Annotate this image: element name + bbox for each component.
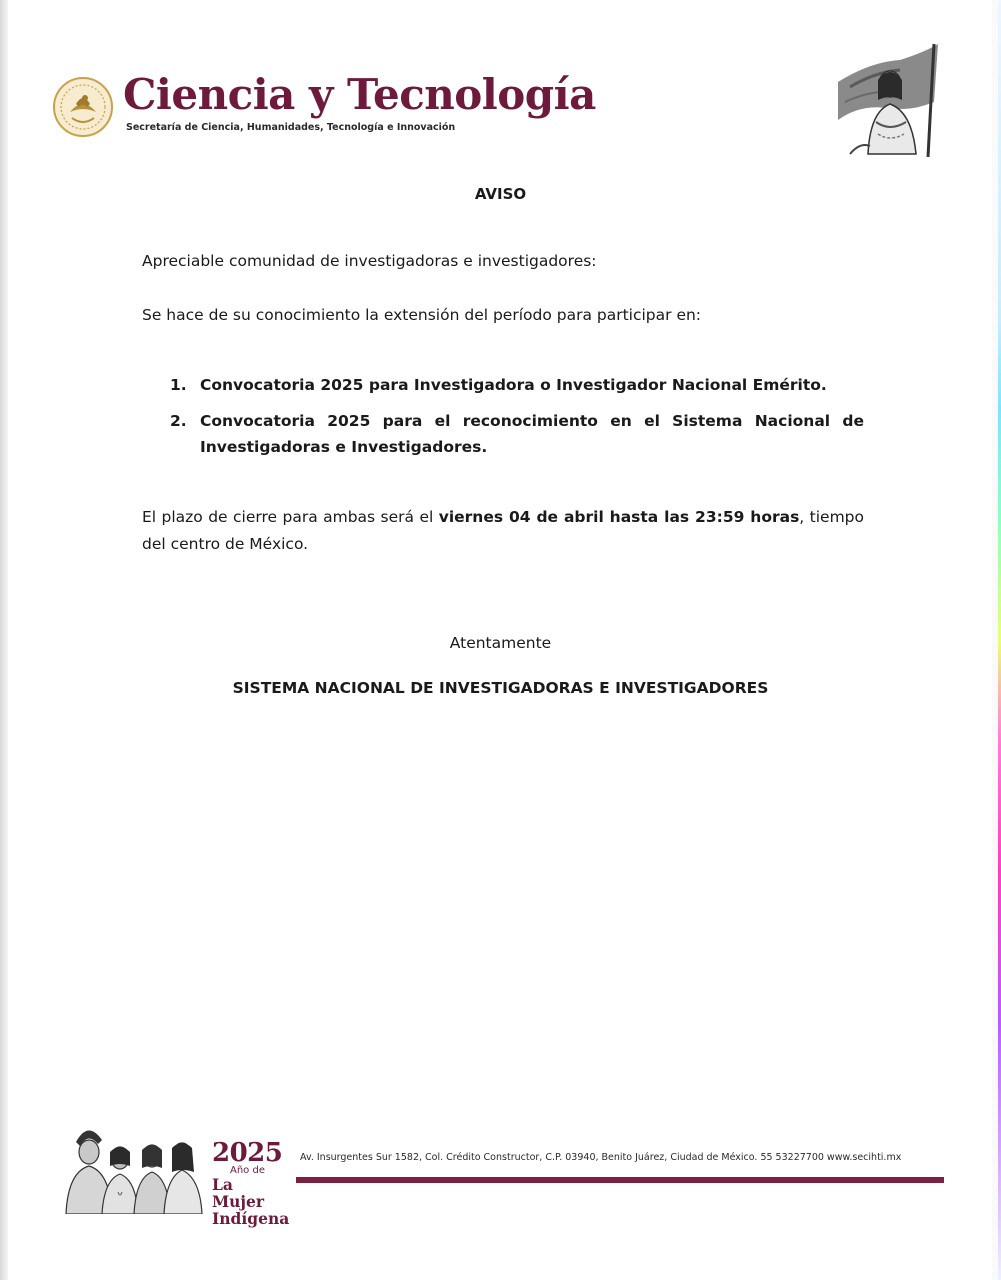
list-item-number: 2. (170, 412, 187, 430)
intro-paragraph: Se hace de su conocimiento la extensión del período para participar en: (142, 306, 702, 324)
brand-title: Ciencia y Tecnología (123, 70, 596, 119)
footer-divider (296, 1177, 944, 1183)
deadline-date: viernes 04 de abril hasta las 23:59 horas (438, 508, 800, 526)
list-item (170, 408, 864, 460)
brand-subtitle: Secretaría de Ciencia, Humanidades, Tecnología e Innovación (126, 122, 456, 133)
list-item-text: Convocatoria 2025 para Investigadora o Investigador Nacional Emérito. (200, 376, 827, 394)
list-item (170, 372, 864, 398)
convocatoria-list (170, 372, 864, 470)
national-seal-icon (52, 76, 114, 138)
deadline-prefix: El plazo de cierre para ambas será el (142, 508, 439, 526)
year-number: 2025 (212, 1138, 283, 1168)
notice-title: AVISO (474, 185, 527, 203)
greeting: Apreciable comunidad de investigadoras e investigadores: (142, 252, 597, 270)
list-item-number: 1. (170, 376, 187, 394)
indigenous-women-illustration (62, 1122, 206, 1214)
woman-with-flag-illustration (830, 42, 945, 160)
year-motto-line1: La Mujer (212, 1175, 265, 1211)
closing-salutation: Atentamente (449, 634, 552, 652)
year-badge (212, 1140, 288, 1227)
footer-address: Av. Insurgentes Sur 1582, Col. Crédito Constructor, C.P. 03940, Benito Juárez, Ciudad de México. 55 53227700 www.secihti.mx (300, 1152, 902, 1163)
year-caption: Año de (230, 1165, 265, 1176)
signature-organization: SISTEMA NACIONAL DE INVESTIGADORAS E INVESTIGADORES (232, 679, 769, 697)
list-item-text: Convocatoria 2025 para el reconocimiento en el Sistema Nacional de Investigadoras e Investigadores. (200, 412, 864, 456)
deadline-suffix: , tiempo del centro de México. (142, 508, 864, 553)
deadline-paragraph (142, 504, 864, 558)
year-motto-line2: Indígena (212, 1209, 290, 1228)
